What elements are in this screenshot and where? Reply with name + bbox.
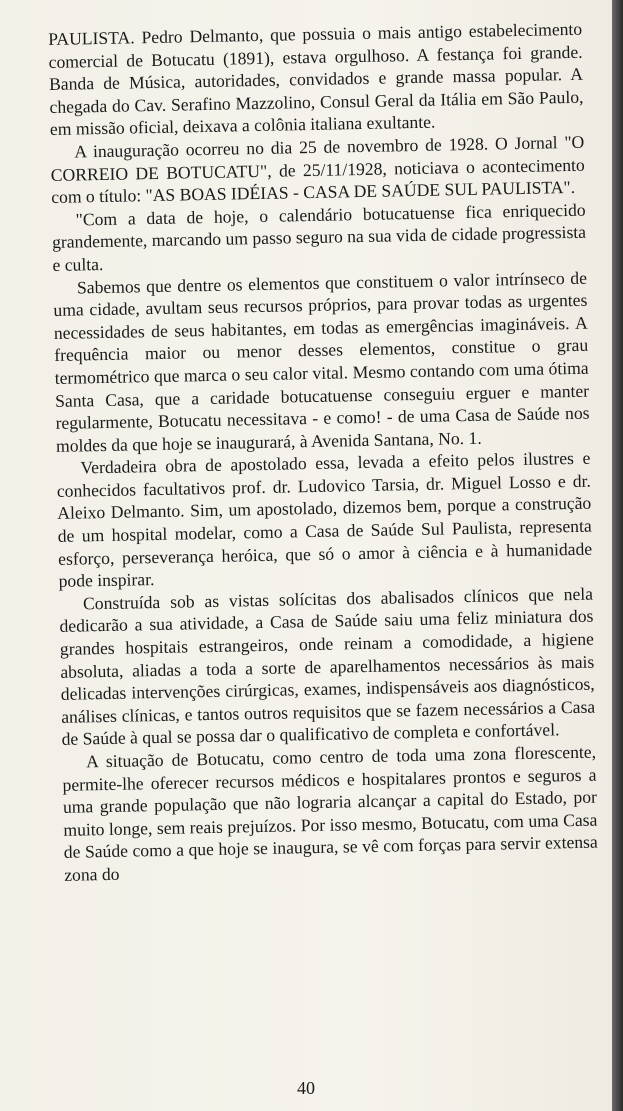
paragraph-4: Sabemos que dentre os elementos que constituem o valor intrínseco de uma cidade, avultam seus recursos próprios, para provar todas as urgentes necessidades de seus habitantes, em todas as emergências imagináveis. A frequência maior ou menor desses elementos, constitue o grau termométrico que marca o seu calor vital. Mesmo contando com uma ótima Santa Casa, que a caridade botucatuense conseguiu erguer e manter regularmente, Botucatu necessitava - e como! - de uma Casa de Saúde nos moldes da que hoje se inaugurará, à Avenida Santana, No. 1. [53, 267, 590, 456]
body-text [48, 18, 598, 887]
book-edge [612, 0, 623, 1111]
paragraph-6: Construída sob as vistas solícitas dos abalisados clínicos que nela dedicarão a sua atividade, a Casa de Saúde saiu uma feliz miniatura dos grandes hospitais estrangeiros, onde reinam a comodidade, a higiene absoluta, aliadas a toda a sorte de aparelhamentos necessários às mais delicadas intervenções cirúrgicas, exames, indispensáveis aos diagnósticos, análises clínicas, e tantos outros requisitos que se fazem necessários a Casa de Saúde à qual se possa dar o qualificativo de completa e confortável. [59, 583, 596, 750]
paragraph-7: A situação de Botucatu, como centro de toda uma zona florescente, permite-lhe oferecer recursos médicos e hospitalares prontos e seguros a uma grande população que não lograria alcançar a capital do Estado, por muito longe, sem reais prejuízos. Por isso mesmo, Botucatu, com uma Casa de Saúde como a que hoje se inaugura, se vê com forças para servir extensa zona do [62, 741, 598, 885]
paragraph-3: "Com a data de hoje, o calendário botucatuense fica enriquecido grandemente, marcando um passo seguro na sua vida de cidade progressista e culta. [51, 199, 587, 275]
paragraph-1: PAULISTA. Pedro Delmanto, que possuia o mais antigo estabelecimento comercial de Botucatu (1891), estava orgulhoso. A festança foi grande. Banda de Música, autoridades, convidados e grande massa popular. A chegada do Cav. Serafino Mazzolino, Consul Geral da Itália em São Paulo, em missão oficial, deixava a colônia italiana exultante. [48, 18, 584, 140]
paragraph-5: Verdadeira obra de apostolado essa, levada a efeito pelos ilustres e conhecidos facultativos prof. dr. Ludovico Tarsia, dr. Miguel Losso e dr. Aleixo Delmanto. Sim, um apostolado, dizemos bem, porque a construção de um hospital modelar, como a Casa de Saúde Sul Paulista, representa esforço, perseverança heróica, que só o amor à ciência e à humanidade pode inspirar. [56, 447, 593, 592]
paragraph-2: A inauguração ocorreu no dia 25 de novembro de 1928. O Jornal "O CORREIO DE BOTUCATU", de 25/11/1928, noticiava o acontecimento com o título: "AS BOAS IDÉIAS - CASA DE SAÚDE SUL PAULISTA". [50, 131, 585, 208]
page-number: 40 [297, 1078, 315, 1098]
